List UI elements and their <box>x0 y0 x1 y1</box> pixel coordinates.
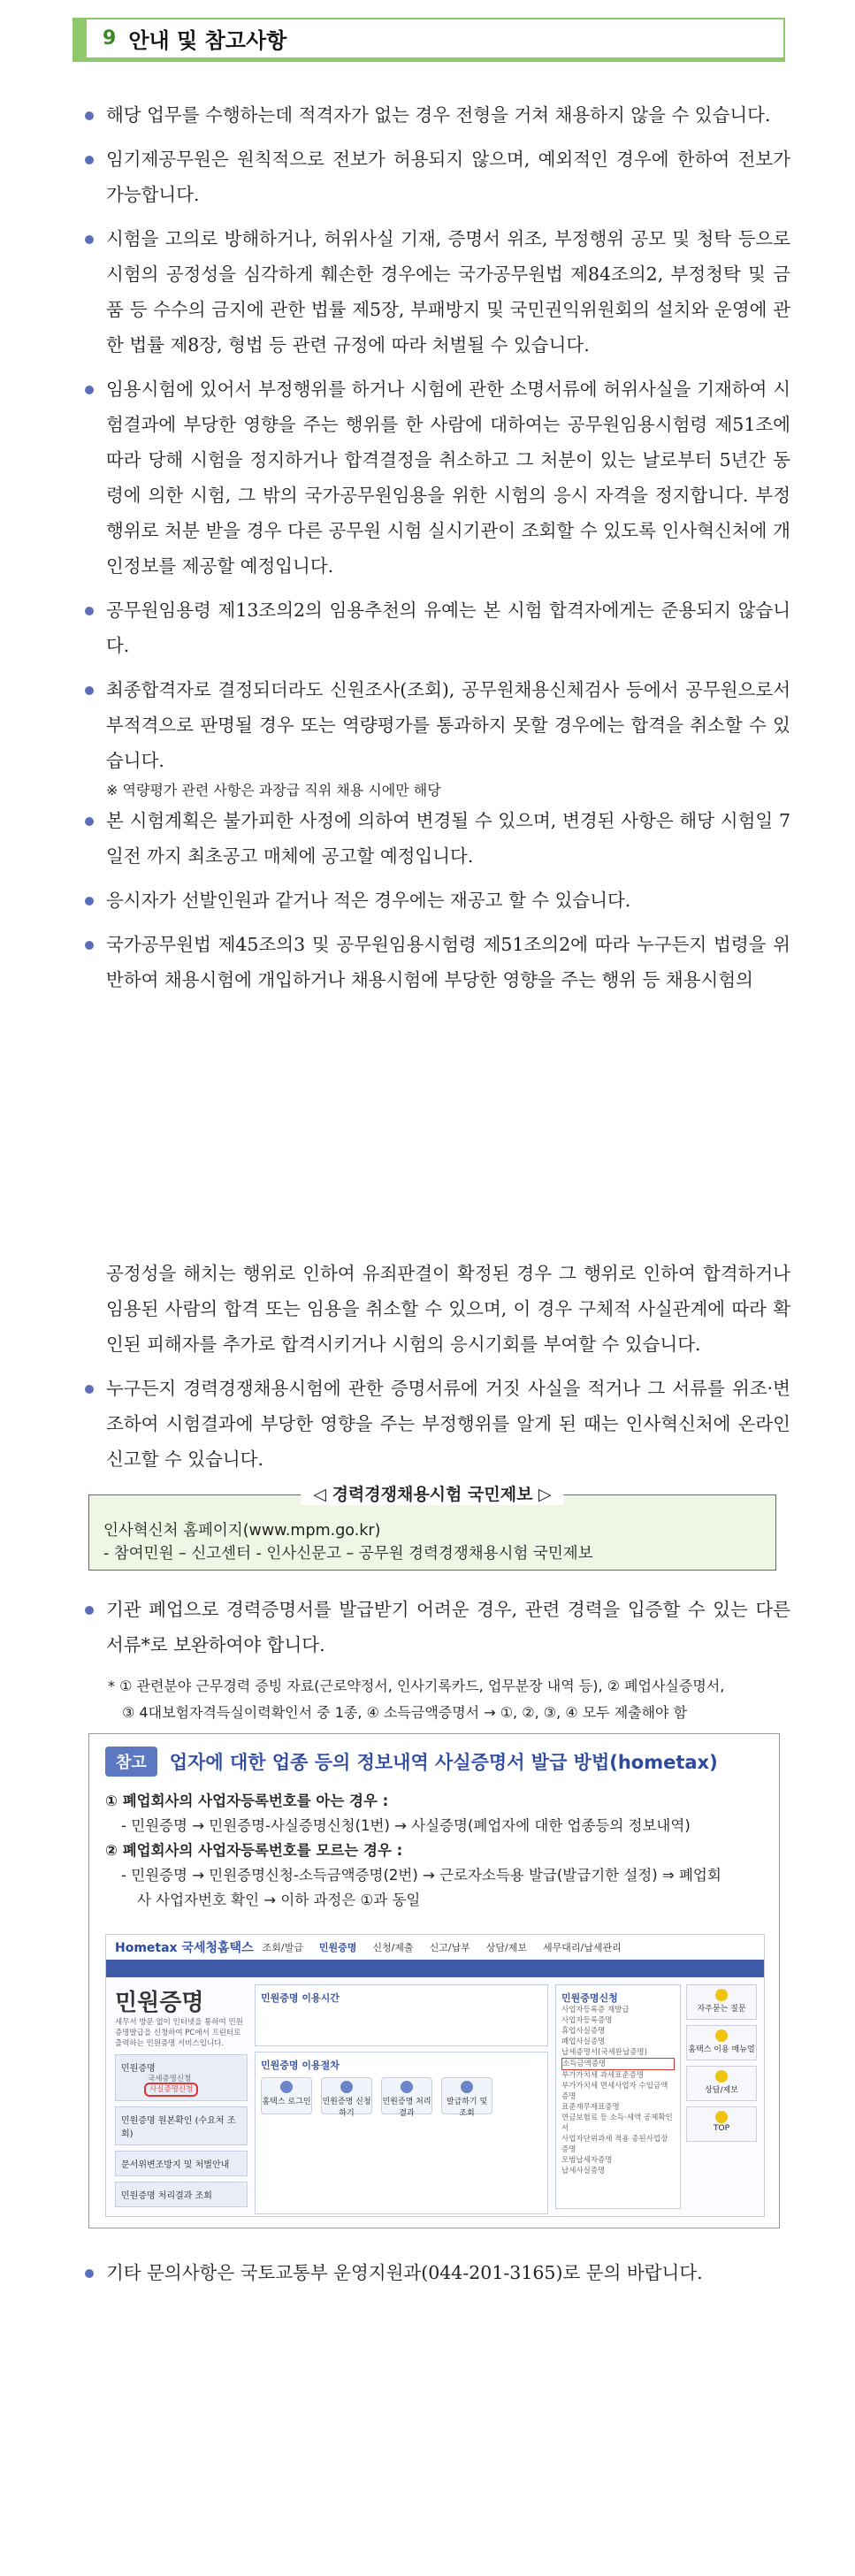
case2-line2: 사 사업자번호 확인 → 이하 과정은 ①과 동일 <box>137 1892 421 1908</box>
reference-tag: 참고 <box>105 1747 157 1777</box>
section-title: 안내 및 참고사항 <box>128 28 287 53</box>
list-item <box>83 672 790 803</box>
nav-item[interactable]: 신고/납부 <box>429 1942 470 1953</box>
hometax-left-column <box>115 1984 248 2207</box>
step-box <box>381 2077 432 2118</box>
hometax-topbar <box>106 1935 764 1961</box>
step-icon <box>280 2081 293 2093</box>
list-item: 임용시험에 있어서 부정행위를 하거나 시험에 관한 소명서류에 허위사실을 기재하여 시험결과에 부당한 영향을 주는 행위를 한 사람에 대하여는 공무원임용시험령 제51조에 따라 당해 시험을 정지하거나 합격결정을 취소하고 그 처분이 있는 날로부터 5년간 동 령에 의한 시험, 그 밖의 국가공무원임용을 위한 시험의 응시 자격을 정지합니다. 부정행위로 처분 받을 경우 다른 공무원 시험 실시기관이 조회할 수 있도록 인사혁신처에 개인정보를 제공할 예정입니다. <box>83 371 790 584</box>
chat-icon <box>715 2070 728 2083</box>
help-icon <box>715 1989 728 2001</box>
hometax-desc: 세무서 방문 없이 인터넷을 통하여 민원증명발급을 신청하여 PC에서 프린터로 출력하는 민원증명 서비스입니다. <box>115 2018 243 2048</box>
menu-sub-item[interactable]: 국세증명신청 <box>148 2075 192 2083</box>
notice-list-a <box>83 97 790 1006</box>
nav-item[interactable]: 민원증명 <box>318 1942 357 1953</box>
footnote-line2: ③ 4대보험자격득실이력확인서 중 1종, ④ 소득금액증명서 → ①, ②, ③, ④ 모두 제출해야 함 <box>122 1704 688 1721</box>
nav-item[interactable]: 조회/발급 <box>262 1942 303 1953</box>
notice-list-c <box>83 1592 790 1671</box>
service-list-panel <box>555 1984 681 2209</box>
list-item: 응시자가 선발인원과 같거나 적은 경우에는 재공고 할 수 있습니다. <box>83 883 790 918</box>
side-button[interactable] <box>686 2025 757 2060</box>
service-item[interactable]: 휴업사실증명 <box>561 2027 606 2036</box>
report-info-box <box>88 1485 776 1571</box>
hometax-menu <box>115 2054 248 2101</box>
side-button[interactable] <box>686 2106 757 2142</box>
case2-line1: - 민원증명 → 민원증명신청-소득금액증명(2번) → 근로자소득용 발급(발급기한 설정) ⇒ 폐업회 <box>121 1867 721 1884</box>
list-item: 공무원임용령 제13조의2의 임용추천의 유예는 본 시험 합격자에게는 준용되지 않습니다. <box>83 592 790 663</box>
side-button-label: TOP <box>713 2124 729 2133</box>
manual-icon <box>715 2029 728 2042</box>
section-header <box>73 18 785 62</box>
usage-time-panel <box>255 1984 548 2046</box>
service-item[interactable]: 표준재무제표증명 <box>561 2103 620 2112</box>
hometax-side-buttons <box>686 1984 757 2147</box>
service-item[interactable]: 사업자등록증 재발급 <box>561 2006 630 2014</box>
side-button-label: 자주묻는 질문 <box>697 2005 746 2014</box>
top-icon <box>715 2111 728 2123</box>
list-item: 기관 폐업으로 경력증명서를 발급받기 어려운 경우, 관련 경력을 입증할 수 있는 다른 서류*로 보완하여야 합니다. <box>83 1592 790 1663</box>
section-accent-bar <box>74 19 87 57</box>
nav-item[interactable]: 상담/제보 <box>485 1942 527 1953</box>
side-button-label: 상담/제보 <box>705 2086 738 2095</box>
service-item[interactable]: 납세사실증명 <box>561 2167 606 2175</box>
hometax-screenshot <box>105 1934 765 2217</box>
list-item: 해당 업무를 수행하는데 적격자가 없는 경우 전형을 거쳐 채용하지 않을 수 있습니다. <box>83 97 790 133</box>
reference-header <box>89 1734 779 1789</box>
report-box-line2: - 참여민원 – 신고센터 - 인사신문고 – 공무원 경력경쟁채용시험 국민제보 <box>103 1545 593 1563</box>
hometax-subbar <box>106 1961 764 1977</box>
step-icon <box>461 2081 473 2093</box>
notice-list-d <box>83 2255 790 2299</box>
report-box-title: ◁ 경력경쟁채용시험 국민제보 ▷ <box>301 1481 563 1505</box>
step-box <box>261 2077 312 2114</box>
service-item[interactable]: 폐업사실증명 <box>561 2037 606 2046</box>
service-item[interactable]: 부가가치세 면세사업자 수입금액증명 <box>561 2082 668 2101</box>
service-item[interactable]: 사업자등록증명 <box>561 2016 613 2025</box>
reference-title: 업자에 대한 업종 등의 정보내역 사실증명서 발급 방법(hometax) <box>169 1752 718 1773</box>
service-item[interactable]: 부가가치세 과세표준증명 <box>561 2071 645 2080</box>
hometax-service-list <box>555 1984 681 2214</box>
reference-box <box>88 1733 780 2228</box>
step-icon <box>401 2081 413 2093</box>
service-item-highlight[interactable]: 소득금액증명 <box>561 2058 675 2070</box>
step-label: 홈택스 로그인 <box>262 2098 311 2106</box>
list-item-text: 최종합격자로 결정되더라도 신원조사(조회), 공무원채용신체검사 등에서 공무원으로서 부적격으로 판명될 경우 또는 역량평가를 통과하지 못할 경우에는 합격을 취소할 수 있습니다. <box>106 679 790 771</box>
panel-title: 민원증명신청 <box>561 1992 618 2004</box>
menu-sub-item-highlight[interactable] <box>121 2084 241 2095</box>
service-item[interactable]: 사업자단위과세 적용 종된사업장증명 <box>561 2135 668 2154</box>
section-number: 9 <box>103 27 117 50</box>
step-box <box>441 2077 492 2118</box>
step-box <box>321 2077 372 2118</box>
list-item: 국가공무원법 제45조의3 및 공무원임용시험령 제51조의2에 따라 누구든지 법령을 위반하여 채용시험에 개입하거나 채용시험에 부당한 영향을 주는 행위 등 채용시험의 <box>83 927 790 998</box>
hometax-nav <box>263 1940 622 1954</box>
list-item: 시험을 고의로 방해하거나, 허위사실 기재, 증명서 위조, 부정행위 공모 및 청탁 등으로 시험의 공정성을 심각하게 훼손한 경우에는 국가공무원법 제84조의2, 부정청탁 및 금품 등 수수의 금지에 관한 법률 제5장, 부패방지 및 국민권익위원회의 설치와 운영에 관한 법률 제8장, 형법 등 관련 규정에 따라 처벌될 수 있습니다. <box>83 221 790 363</box>
list-item: 누구든지 경력경쟁채용시험에 관한 증명서류에 거짓 사실을 적거나 그 서류를 위조·변조하여 시험결과에 부당한 영향을 주는 부정행위를 알게 된 때는 인사혁신처에 온라인 신고할 수 있습니다. <box>83 1371 790 1477</box>
footnote <box>108 1673 789 1726</box>
menu-item[interactable]: 문서위변조방지 및 처벌안내 <box>115 2151 248 2176</box>
steps-row <box>261 2077 542 2118</box>
nav-item[interactable]: 신청/제출 <box>372 1942 414 1953</box>
step-icon <box>340 2081 353 2093</box>
side-button-label: 홈택스 이용 매뉴얼 <box>688 2045 755 2054</box>
case1-line: - 민원증명 → 민원증명-사실증명신청(1번) → 사실증명(폐업자에 대한 업종등의 정보내역) <box>121 1817 691 1834</box>
step-label: 민원증명 신청하기 <box>322 2098 371 2118</box>
service-item[interactable]: 연금보험료 등 소득·세액 공제확인서 <box>561 2114 673 2133</box>
highlight-marker: 사실증명신청 <box>144 2083 198 2097</box>
hometax-center-column <box>255 1984 548 2217</box>
step-label: 발급하기 및 조회 <box>446 2098 488 2118</box>
hometax-page-title: 민원증명 <box>115 1990 204 2016</box>
list-item: 본 시험계획은 불가피한 사정에 의하여 변경될 수 있으며, 변경된 사항은 해당 시험일 7일전 까지 최초공고 매체에 공고할 예정입니다. <box>83 803 790 874</box>
footnote-line1: * ① 관련분야 근무경력 증빙 자료(근로약정서, 인사기록카드, 업무분장 내역 등), ② 폐업사실증명서, <box>108 1678 725 1694</box>
panel-title: 민원증명 이용절차 <box>261 2060 340 2071</box>
menu-item[interactable]: 민원증명 <box>121 2064 156 2074</box>
list-item: 임기제공무원은 원칙적으로 전보가 허용되지 않으며, 예외적인 경우에 한하여 전보가 가능합니다. <box>83 141 790 212</box>
note-text: ※ 역량평가 관련 사항은 과장급 직위 채용 시에만 해당 <box>106 782 441 799</box>
nav-item[interactable]: 세무대리/납세관리 <box>543 1942 622 1953</box>
service-item[interactable]: 모범납세자증명 <box>561 2156 613 2165</box>
menu-item[interactable]: 민원증명 처리결과 조회 <box>115 2182 248 2207</box>
usage-steps-panel <box>255 2052 548 2214</box>
side-button[interactable] <box>686 2066 757 2101</box>
service-item[interactable]: 납세증명서(국세완납증명) <box>561 2048 647 2057</box>
list-item: 기타 문의사항은 국토교통부 운영지원과(044-201-3165)로 문의 바랍니다. <box>83 2255 790 2290</box>
panel-title: 민원증명 이용시간 <box>261 1992 340 2004</box>
case1-title: ① 폐업회사의 사업자등록번호를 아는 경우 : <box>105 1792 389 1809</box>
hometax-logo: Hometax 국세청홈택스 <box>115 1941 254 1955</box>
reference-body <box>89 1789 779 1913</box>
case2-title: ② 폐업회사의 사업자등록번호를 모르는 경우 : <box>105 1842 403 1859</box>
notice-list-b <box>83 1256 790 1486</box>
list-item-continued: 공정성을 해치는 행위로 인하여 유죄판결이 확정된 경우 그 행위로 인하여 합격하거나 임용된 사람의 합격 또는 임용을 취소할 수 있으며, 이 경우 구체적 사실관계에 따라 확인된 피해자를 추가로 합격시키거나 시험의 응시기회를 부여할 수 있습니다. <box>106 1263 790 1355</box>
report-box-line1: 인사혁신처 홈페이지(www.mpm.go.kr) <box>103 1522 381 1540</box>
menu-item[interactable]: 민원증명 원본확인 (수요처 조회) <box>115 2106 248 2145</box>
side-button[interactable] <box>686 1984 757 2020</box>
step-label: 민원증명 처리결과 <box>382 2098 431 2118</box>
